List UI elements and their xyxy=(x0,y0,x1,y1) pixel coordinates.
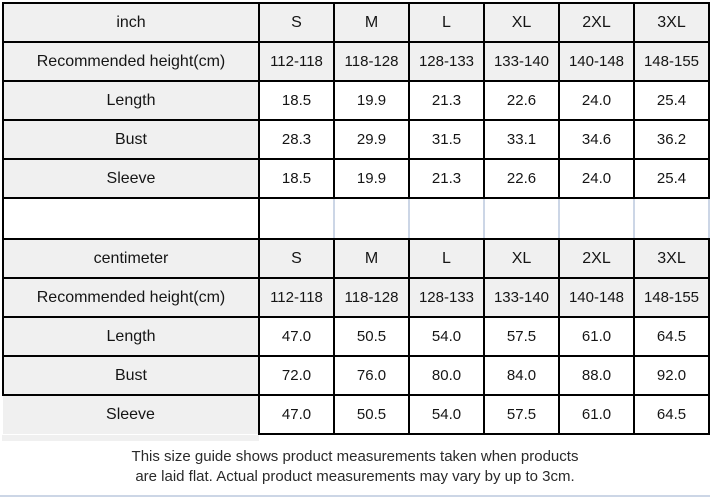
value-cell: 88.0 xyxy=(559,356,634,395)
value-cell: 25.4 xyxy=(634,81,709,120)
value-cell: 80.0 xyxy=(409,356,484,395)
measure-row xyxy=(3,356,709,395)
value-cell: 24.0 xyxy=(559,159,634,198)
value-cell: 118-128 xyxy=(334,278,409,317)
spacer-row xyxy=(3,198,709,239)
unit-header-row xyxy=(3,239,709,278)
measure-row xyxy=(3,159,709,198)
value-cell: 128-133 xyxy=(409,278,484,317)
value-cell: 140-148 xyxy=(559,42,634,81)
size-header-cell: S xyxy=(259,239,334,278)
unit-header-row xyxy=(3,3,709,42)
value-cell: 54.0 xyxy=(409,395,484,434)
size-header-cell: M xyxy=(334,239,409,278)
spacer-cell xyxy=(409,198,484,239)
measure-row xyxy=(3,395,709,434)
value-cell: 24.0 xyxy=(559,81,634,120)
row-label-cell: Recommended height(cm) xyxy=(3,42,259,81)
value-cell: 25.4 xyxy=(634,159,709,198)
value-cell: 84.0 xyxy=(484,356,559,395)
value-cell: 148-155 xyxy=(634,278,709,317)
value-cell: 19.9 xyxy=(334,81,409,120)
value-cell: 34.6 xyxy=(559,120,634,159)
value-cell: 133-140 xyxy=(484,278,559,317)
measure-row xyxy=(3,120,709,159)
value-cell: 21.3 xyxy=(409,159,484,198)
bottom-divider xyxy=(0,495,710,497)
value-cell: 18.5 xyxy=(259,159,334,198)
value-cell: 54.0 xyxy=(409,317,484,356)
size-header-cell: M xyxy=(334,3,409,42)
value-cell: 22.6 xyxy=(484,81,559,120)
value-cell: 76.0 xyxy=(334,356,409,395)
value-cell: 47.0 xyxy=(259,317,334,356)
measure-row xyxy=(3,42,709,81)
measure-row xyxy=(3,317,709,356)
row-label-cell: Sleeve xyxy=(3,395,259,434)
value-cell: 28.3 xyxy=(259,120,334,159)
unit-label-cell: inch xyxy=(3,3,259,42)
value-cell: 50.5 xyxy=(334,317,409,356)
value-cell: 50.5 xyxy=(334,395,409,434)
size-header-cell: XL xyxy=(484,3,559,42)
spacer-cell xyxy=(484,198,559,239)
value-cell: 64.5 xyxy=(634,317,709,356)
value-cell: 133-140 xyxy=(484,42,559,81)
value-cell: 61.0 xyxy=(559,395,634,434)
value-cell: 112-118 xyxy=(259,42,334,81)
value-cell: 47.0 xyxy=(259,395,334,434)
disclaimer-line-2: are laid flat. Actual product measurements may vary by up to 3cm. xyxy=(135,468,575,486)
value-cell: 140-148 xyxy=(559,278,634,317)
row-label-cell: Bust xyxy=(3,120,259,159)
value-cell: 61.0 xyxy=(559,317,634,356)
row-label-cell: Bust xyxy=(3,356,259,395)
label-column-overhang xyxy=(2,435,259,441)
value-cell: 18.5 xyxy=(259,81,334,120)
size-guide-disclaimer xyxy=(2,447,708,488)
spacer-cell xyxy=(334,198,409,239)
size-header-cell: 2XL xyxy=(559,239,634,278)
spacer-cell xyxy=(634,198,709,239)
value-cell: 64.5 xyxy=(634,395,709,434)
spacer-cell xyxy=(259,198,334,239)
measure-row xyxy=(3,278,709,317)
value-cell: 33.1 xyxy=(484,120,559,159)
row-label-cell: Length xyxy=(3,317,259,356)
value-cell: 112-118 xyxy=(259,278,334,317)
value-cell: 29.9 xyxy=(334,120,409,159)
value-cell: 148-155 xyxy=(634,42,709,81)
size-header-cell: L xyxy=(409,3,484,42)
value-cell: 92.0 xyxy=(634,356,709,395)
size-header-cell: S xyxy=(259,3,334,42)
measure-row xyxy=(3,81,709,120)
spacer-label-cell xyxy=(3,198,259,239)
row-label-cell: Sleeve xyxy=(3,159,259,198)
row-label-cell: Length xyxy=(3,81,259,120)
value-cell: 22.6 xyxy=(484,159,559,198)
size-header-cell: 2XL xyxy=(559,3,634,42)
value-cell: 72.0 xyxy=(259,356,334,395)
size-chart-body xyxy=(3,3,709,434)
size-header-cell: L xyxy=(409,239,484,278)
size-chart-table xyxy=(2,2,710,435)
disclaimer-line-1: This size guide shows product measurements taken when products xyxy=(131,448,579,465)
value-cell: 36.2 xyxy=(634,120,709,159)
value-cell: 57.5 xyxy=(484,317,559,356)
value-cell: 19.9 xyxy=(334,159,409,198)
size-header-cell: 3XL xyxy=(634,3,709,42)
value-cell: 21.3 xyxy=(409,81,484,120)
size-header-cell: XL xyxy=(484,239,559,278)
value-cell: 31.5 xyxy=(409,120,484,159)
value-cell: 118-128 xyxy=(334,42,409,81)
row-label-cell: Recommended height(cm) xyxy=(3,278,259,317)
value-cell: 128-133 xyxy=(409,42,484,81)
unit-label-cell: centimeter xyxy=(3,239,259,278)
size-header-cell: 3XL xyxy=(634,239,709,278)
spacer-cell xyxy=(559,198,634,239)
value-cell: 57.5 xyxy=(484,395,559,434)
